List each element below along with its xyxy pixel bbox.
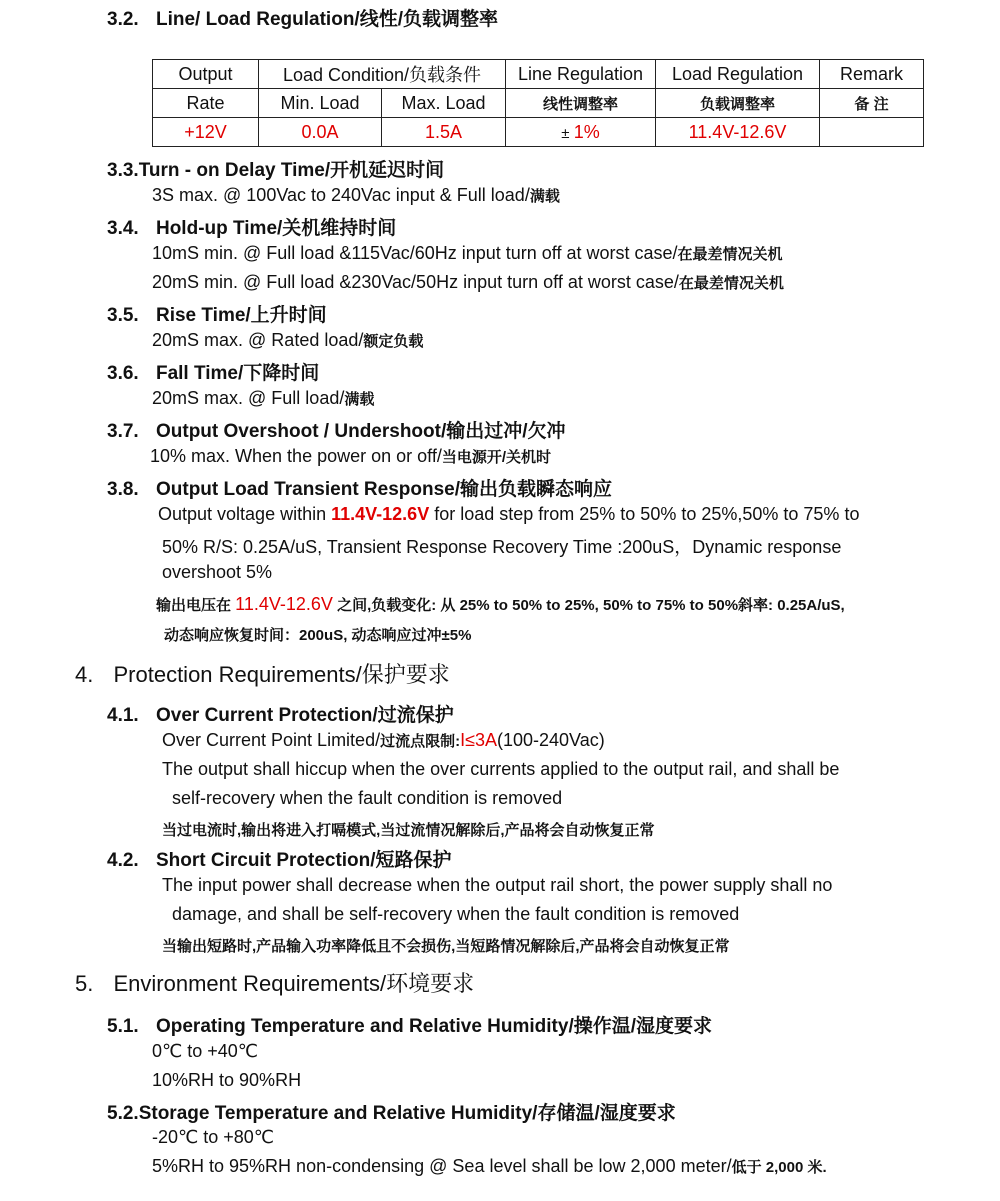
th-max-load: Max. Load (382, 89, 506, 118)
cell-min-load: 0.0A (259, 118, 382, 147)
section-3-5-heading: 3.5. Rise Time/上升时间 (107, 305, 327, 326)
section-3-6-line1: 20mS max. @ Full load/满载 (152, 388, 375, 408)
section-4-1-heading: 4.1. Over Current Protection/过流保护 (107, 705, 454, 726)
section-4-1-line3: self-recovery when the fault condition is removed (172, 788, 563, 808)
section-3-8-cn-line1: 输出电压在 11.4V-12.6V 之间,负载变化: 从 25% to 50% to 25%, 50% to 75% to 50%斜率: 0.25A/uS, (156, 594, 845, 614)
section-4-2-heading: 4.2. Short Circuit Protection/短路保护 (107, 850, 452, 871)
cell-line-regulation: ± 1% (506, 118, 656, 147)
section-5-heading: 5. Environment Requirements/环境要求 (75, 971, 475, 996)
th-min-load: Min. Load (259, 89, 382, 118)
section-3-5-line1: 20mS max. @ Rated load/额定负载 (152, 330, 424, 350)
section-3-8-heading: 3.8. Output Load Transient Response/输出负载瞬态响应 (107, 479, 613, 500)
th-load-regulation: Load Regulation (656, 60, 820, 89)
section-3-3-line1: 3S max. @ 100Vac to 240Vac input & Full load/满载 (152, 185, 560, 205)
th-load-condition: Load Condition/负载条件 (259, 60, 506, 89)
regulation-table (152, 59, 924, 147)
cell-max-load: 1.5A (382, 118, 506, 147)
section-5-2-line2: 5%RH to 95%RH non-condensing @ Sea level shall be low 2,000 meter/低于 2,000 米. (152, 1156, 827, 1176)
section-4-1-line2: The output shall hiccup when the over currents applied to the output rail, and shall be (162, 759, 840, 779)
section-4-2-cn: 当输出短路时,产品输入功率降低且不会损伤,当短路情况解除后,产品将会自动恢复正常 (162, 938, 730, 955)
section-3-3-heading: 3.3.Turn - on Delay Time/开机延迟时间 (107, 160, 445, 181)
section-3-4-heading: 3.4. Hold-up Time/关机维持时间 (107, 218, 397, 239)
section-3-8-line1: Output voltage within 11.4V-12.6V for load step from 25% to 50% to 25%,50% to 75% to (158, 504, 860, 524)
section-3-4-line2: 20mS min. @ Full load &230Vac/50Hz input turn off at worst case/在最差情况关机 (152, 272, 784, 292)
table-row (153, 89, 924, 118)
th-line-regulation-cn: 线性调整率 (506, 89, 656, 118)
th-load-regulation-cn: 负载调整率 (656, 89, 820, 118)
section-5-2-line1: -20℃ to +80℃ (152, 1127, 274, 1147)
cell-load-regulation: 11.4V-12.6V (656, 118, 820, 147)
section-4-2-line2: damage, and shall be self-recovery when the fault condition is removed (172, 904, 740, 924)
cell-remark (820, 118, 924, 147)
section-4-1-line1: Over Current Point Limited/过流点限制:I≤3A(100-240Vac) (162, 730, 605, 750)
section-3-7-heading: 3.7. Output Overshoot / Undershoot/输出过冲/欠冲 (107, 421, 566, 442)
section-5-2-heading: 5.2.Storage Temperature and Relative Humidity/存储温/湿度要求 (107, 1103, 676, 1124)
section-3-8-line3: overshoot 5% (162, 562, 273, 582)
th-remark-cn: 备 注 (820, 89, 924, 118)
section-3-4-line1: 10mS min. @ Full load &115Vac/60Hz input turn off at worst case/在最差情况关机 (152, 243, 783, 263)
th-remark: Remark (820, 60, 924, 89)
section-4-1-cn: 当过电流时,输出将进入打嗝模式,当过流情况解除后,产品将会自动恢复正常 (162, 822, 655, 839)
section-3-6-heading: 3.6. Fall Time/下降时间 (107, 363, 320, 384)
section-5-1-line1: 0℃ to +40℃ (152, 1041, 258, 1061)
section-5-1-line2: 10%RH to 90%RH (152, 1070, 302, 1090)
table-row (153, 60, 924, 89)
th-rate: Rate (153, 89, 259, 118)
th-output: Output (153, 60, 259, 89)
section-4-2-line1: The input power shall decrease when the output rail short, the power supply shall no (162, 875, 833, 895)
section-4-heading: 4. Protection Requirements/保护要求 (75, 662, 450, 687)
table-row (153, 118, 924, 147)
section-5-1-heading: 5.1. Operating Temperature and Relative Humidity/操作温/湿度要求 (107, 1016, 713, 1037)
section-3-7-line1: 10% max. When the power on or off/当电源开/关机时 (150, 446, 551, 466)
section-3-8-line2: 50% R/S: 0.25A/uS, Transient Response Recovery Time :200uS，Dynamic response (162, 537, 842, 557)
section-3-8-cn-line2: 动态响应恢复时间：200uS, 动态响应过冲±5% (164, 627, 472, 644)
section-3-2-heading: 3.2. Line/ Load Regulation/线性/负载调整率 (107, 9, 498, 30)
th-line-regulation: Line Regulation (506, 60, 656, 89)
cell-output: +12V (153, 118, 259, 147)
